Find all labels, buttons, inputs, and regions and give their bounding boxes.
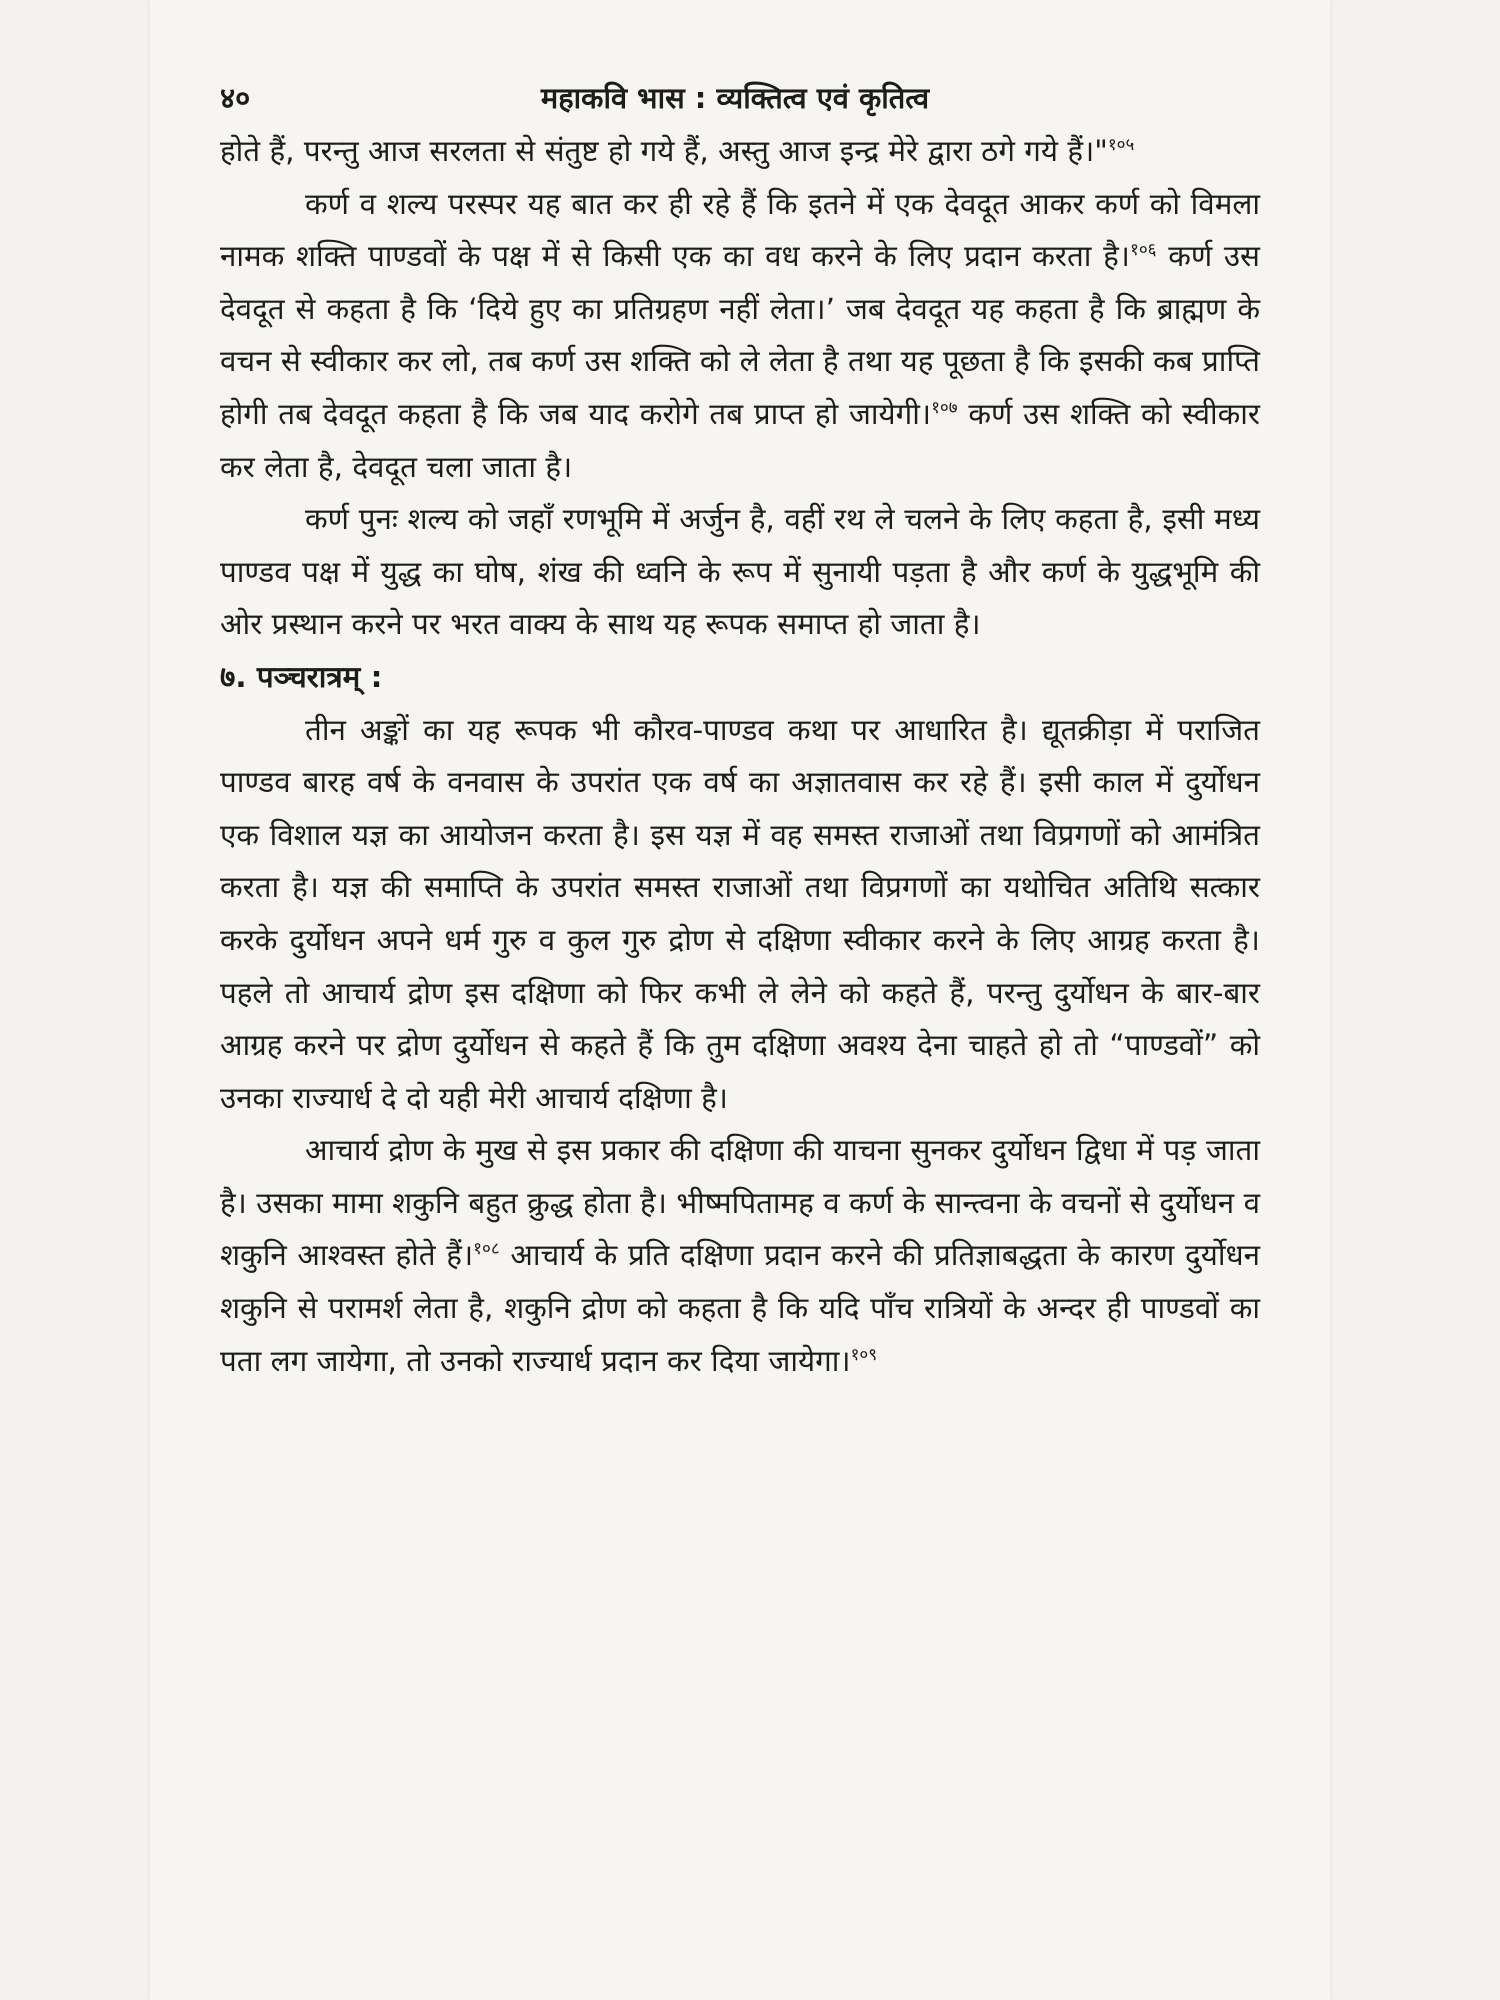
paragraph-5 <box>220 1124 1260 1387</box>
paragraph-text: कर्ण व शल्य परस्पर यह बात कर ही रहे हैं कि इतने में एक देवदूत आकर कर्ण को विमला नामक शक्ति पाण्डवों के पक्ष में से किसी एक का वध करने के लिए प्रदान करता है। <box>220 186 1260 274</box>
paragraph-text: आचार्य द्रोण के मुख से इस प्रकार की दक्षिणा की याचना सुनकर दुर्योधन द्विधा में पड़ जाता है। उसका मामा शकुनि बहुत क्रुद्ध होता है। भीष्मपितामह व कर्ण के सान्त्वना के वचनों से दुर्योधन व शकुनि आश्वस्त होते हैं। <box>220 1133 1260 1273</box>
book-page <box>150 0 1330 2000</box>
section-heading: ७. पञ्चरात्रम् : <box>220 659 383 694</box>
paragraph-text: कर्ण उस शक्ति को स्वीकार कर लेता है, देवदूत चला जाता है। <box>220 396 1260 484</box>
running-title: महाकवि भास : व्यक्तित्व एवं कृतित्व <box>540 81 930 115</box>
footnote-ref: १०८ <box>473 1239 500 1260</box>
paragraph-1 <box>220 125 1260 178</box>
paragraph-text: तीन अङ्कों का यह रूपक भी कौरव-पाण्डव कथा पर आधारित है। द्यूतक्रीड़ा में पराजित पाण्डव बारह वर्ष के वनवास के उपरांत एक वर्ष का अज्ञातवास कर रहे हैं। इसी काल में दुर्योधन एक विशाल यज्ञ का आयोजन करता है। इस यज्ञ में वह समस्त राजाओं तथा विप्रगणों को आमंत्रित करता है। यज्ञ की समाप्ति के उपरांत समस्त राजाओं तथा विप्रगणों का यथोचित अतिथि सत्कार करके दुर्योधन अपने धर्म गुरु व कुल गुरु द्रोण से दक्षिणा स्वीकार करने के लिए आग्रह करता है। पहले तो आचार्य द्रोण इस दक्षिणा को फिर कभी ले लेने को कहते हैं, परन्तु दुर्योधन के बार-बार आग्रह करने पर द्रोण दुर्योधन से कहते हैं कि तुम दक्षिणा अवश्य देना चाहते हो तो “पाण्डवों” को उनका राज्यार्ध दे दो यही मेरी आचार्य दक्षिणा है। <box>220 712 1260 1115</box>
footnote-ref: १०६ <box>1129 240 1157 261</box>
paragraph-text: आचार्य के प्रति दक्षिणा प्रदान करने की प्रतिज्ञाबद्धता के कारण दुर्योधन शकुनि से परामर्श लेता है, शकुनि द्रोण को कहता है कि यदि पाँच रात्रियों के अन्दर ही पाण्डवों का पता लग जायेगा, तो उनको राज्यार्ध प्रदान कर दिया जायेगा। <box>220 1238 1260 1378</box>
paragraph-4 <box>220 704 1260 1125</box>
body-text <box>220 125 1260 1387</box>
paragraph-3 <box>220 493 1260 651</box>
footnote-ref: १०५ <box>1107 135 1135 156</box>
footnote-ref: १०९ <box>850 1344 878 1365</box>
page-number: ४० <box>220 81 251 115</box>
page-header <box>220 70 1250 120</box>
paragraph-text: कर्ण उस देवदूत से कहता है कि ‘दिये हुए का प्रतिग्रहण नहीं लेता।’ जब देवदूत यह कहता है कि ब्राह्मण के वचन से स्वीकार कर लो, तब कर्ण उस शक्ति को ले लेता है तथा यह पूछता है कि इसकी कब प्राप्ति होगी तब देवदूत कहता है कि जब याद करोगे तब प्राप्त हो जायेगी। <box>220 239 1260 431</box>
footnote-ref: १०७ <box>931 398 958 419</box>
paragraph-2 <box>220 178 1260 494</box>
paragraph-text: होते हैं, परन्तु आज सरलता से संतुष्ट हो गये हैं, अस्तु आज इन्द्र मेरे द्वारा ठगे गये हैं।" <box>220 134 1108 168</box>
paragraph-text: कर्ण पुनः शल्य को जहाँ रणभूमि में अर्जुन है, वहीं रथ ले चलने के लिए कहता है, इसी मध्य पाण्डव पक्ष में युद्ध का घोष, शंख की ध्वनि के रूप में सुनायी पड़ता है और कर्ण के युद्धभूमि की ओर प्रस्थान करने पर भरत वाक्य के साथ यह रूपक समाप्त हो जाता है। <box>220 502 1261 642</box>
